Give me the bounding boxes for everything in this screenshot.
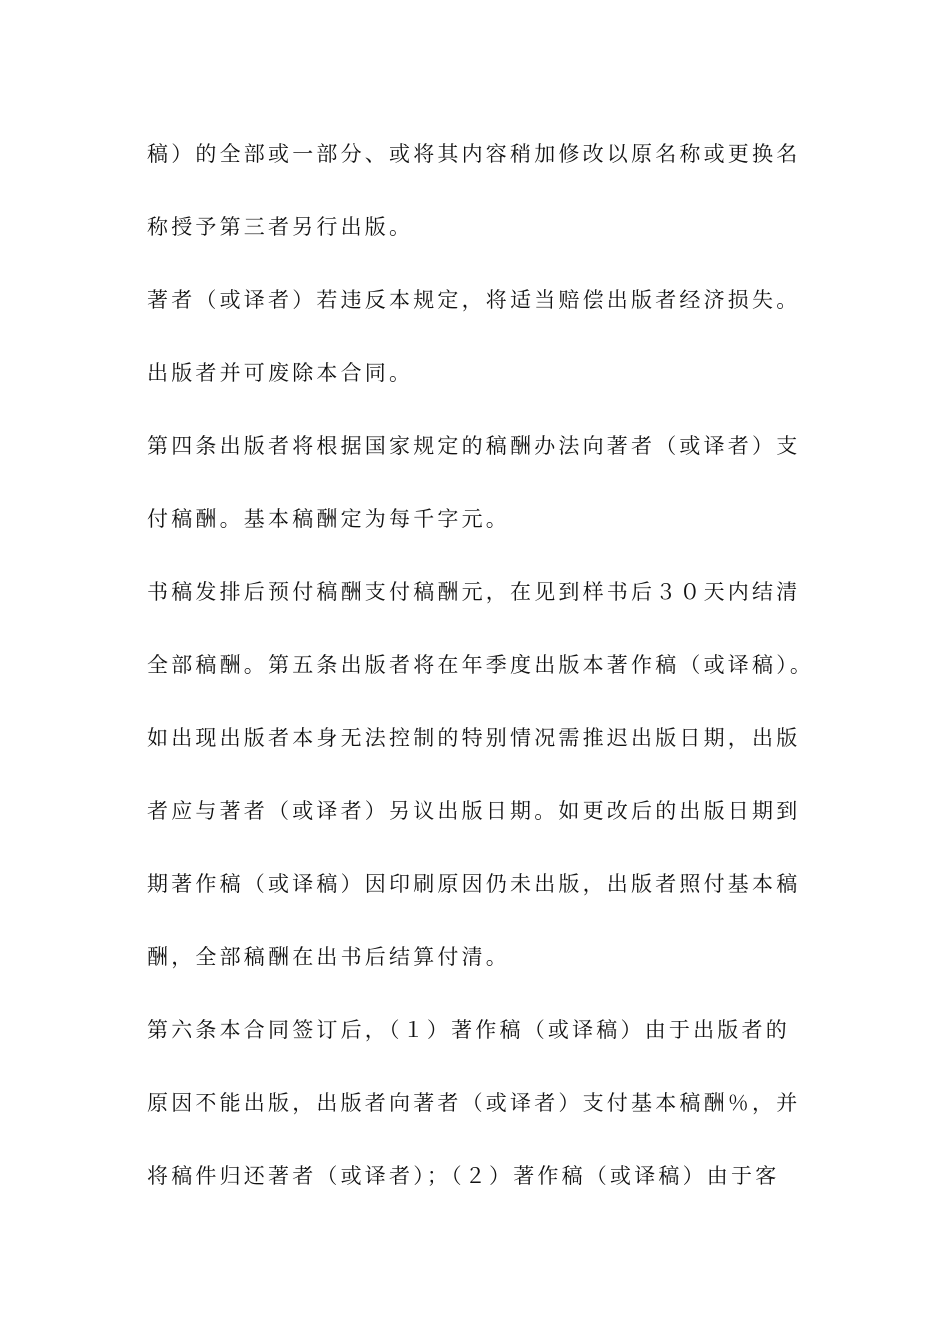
text-line-9: 如出现出版者本身无法控制的特别情况需推迟出版日期，出版 <box>147 726 801 750</box>
text-line-3: 著者（或译者）若违反本规定，将适当赔偿出版者经济损失。 <box>147 288 801 312</box>
text-line-2: 称授予第三者另行出版。 <box>147 215 414 239</box>
text-line-10: 者应与著者（或译者）另议出版日期。如更改后的出版日期到 <box>147 799 801 823</box>
text-line-15: 将稿件归还著者（或译者）；（２）著作稿（或译稿）由于客 <box>147 1164 780 1188</box>
text-line-7: 书稿发排后预付稿酬支付稿酬元，在见到样书后３０天内结清 <box>147 580 801 604</box>
text-line-5: 第四条出版者将根据国家规定的稿酬办法向著者（或译者）支 <box>147 434 801 458</box>
text-line-11: 期著作稿（或译稿）因印刷原因仍未出版，出版者照付基本稿 <box>147 872 801 896</box>
text-line-13: 第六条本合同签订后，（１）著作稿（或译稿）由于出版者的 <box>147 1018 790 1042</box>
text-line-14: 原因不能出版，出版者向著者（或译者）支付基本稿酬％，并 <box>147 1091 801 1115</box>
text-line-4: 出版者并可废除本合同。 <box>147 361 414 385</box>
text-line-1: 稿）的全部或一部分、或将其内容稍加修改以原名称或更换名 <box>147 142 801 166</box>
text-line-8: 全部稿酬。第五条出版者将在年季度出版本著作稿（或译稿）。 <box>147 653 815 677</box>
document-body <box>147 130 817 1201</box>
text-line-12: 酬，全部稿酬在出书后结算付清。 <box>147 945 510 969</box>
text-line-6: 付稿酬。基本稿酬定为每千字元。 <box>147 507 510 531</box>
